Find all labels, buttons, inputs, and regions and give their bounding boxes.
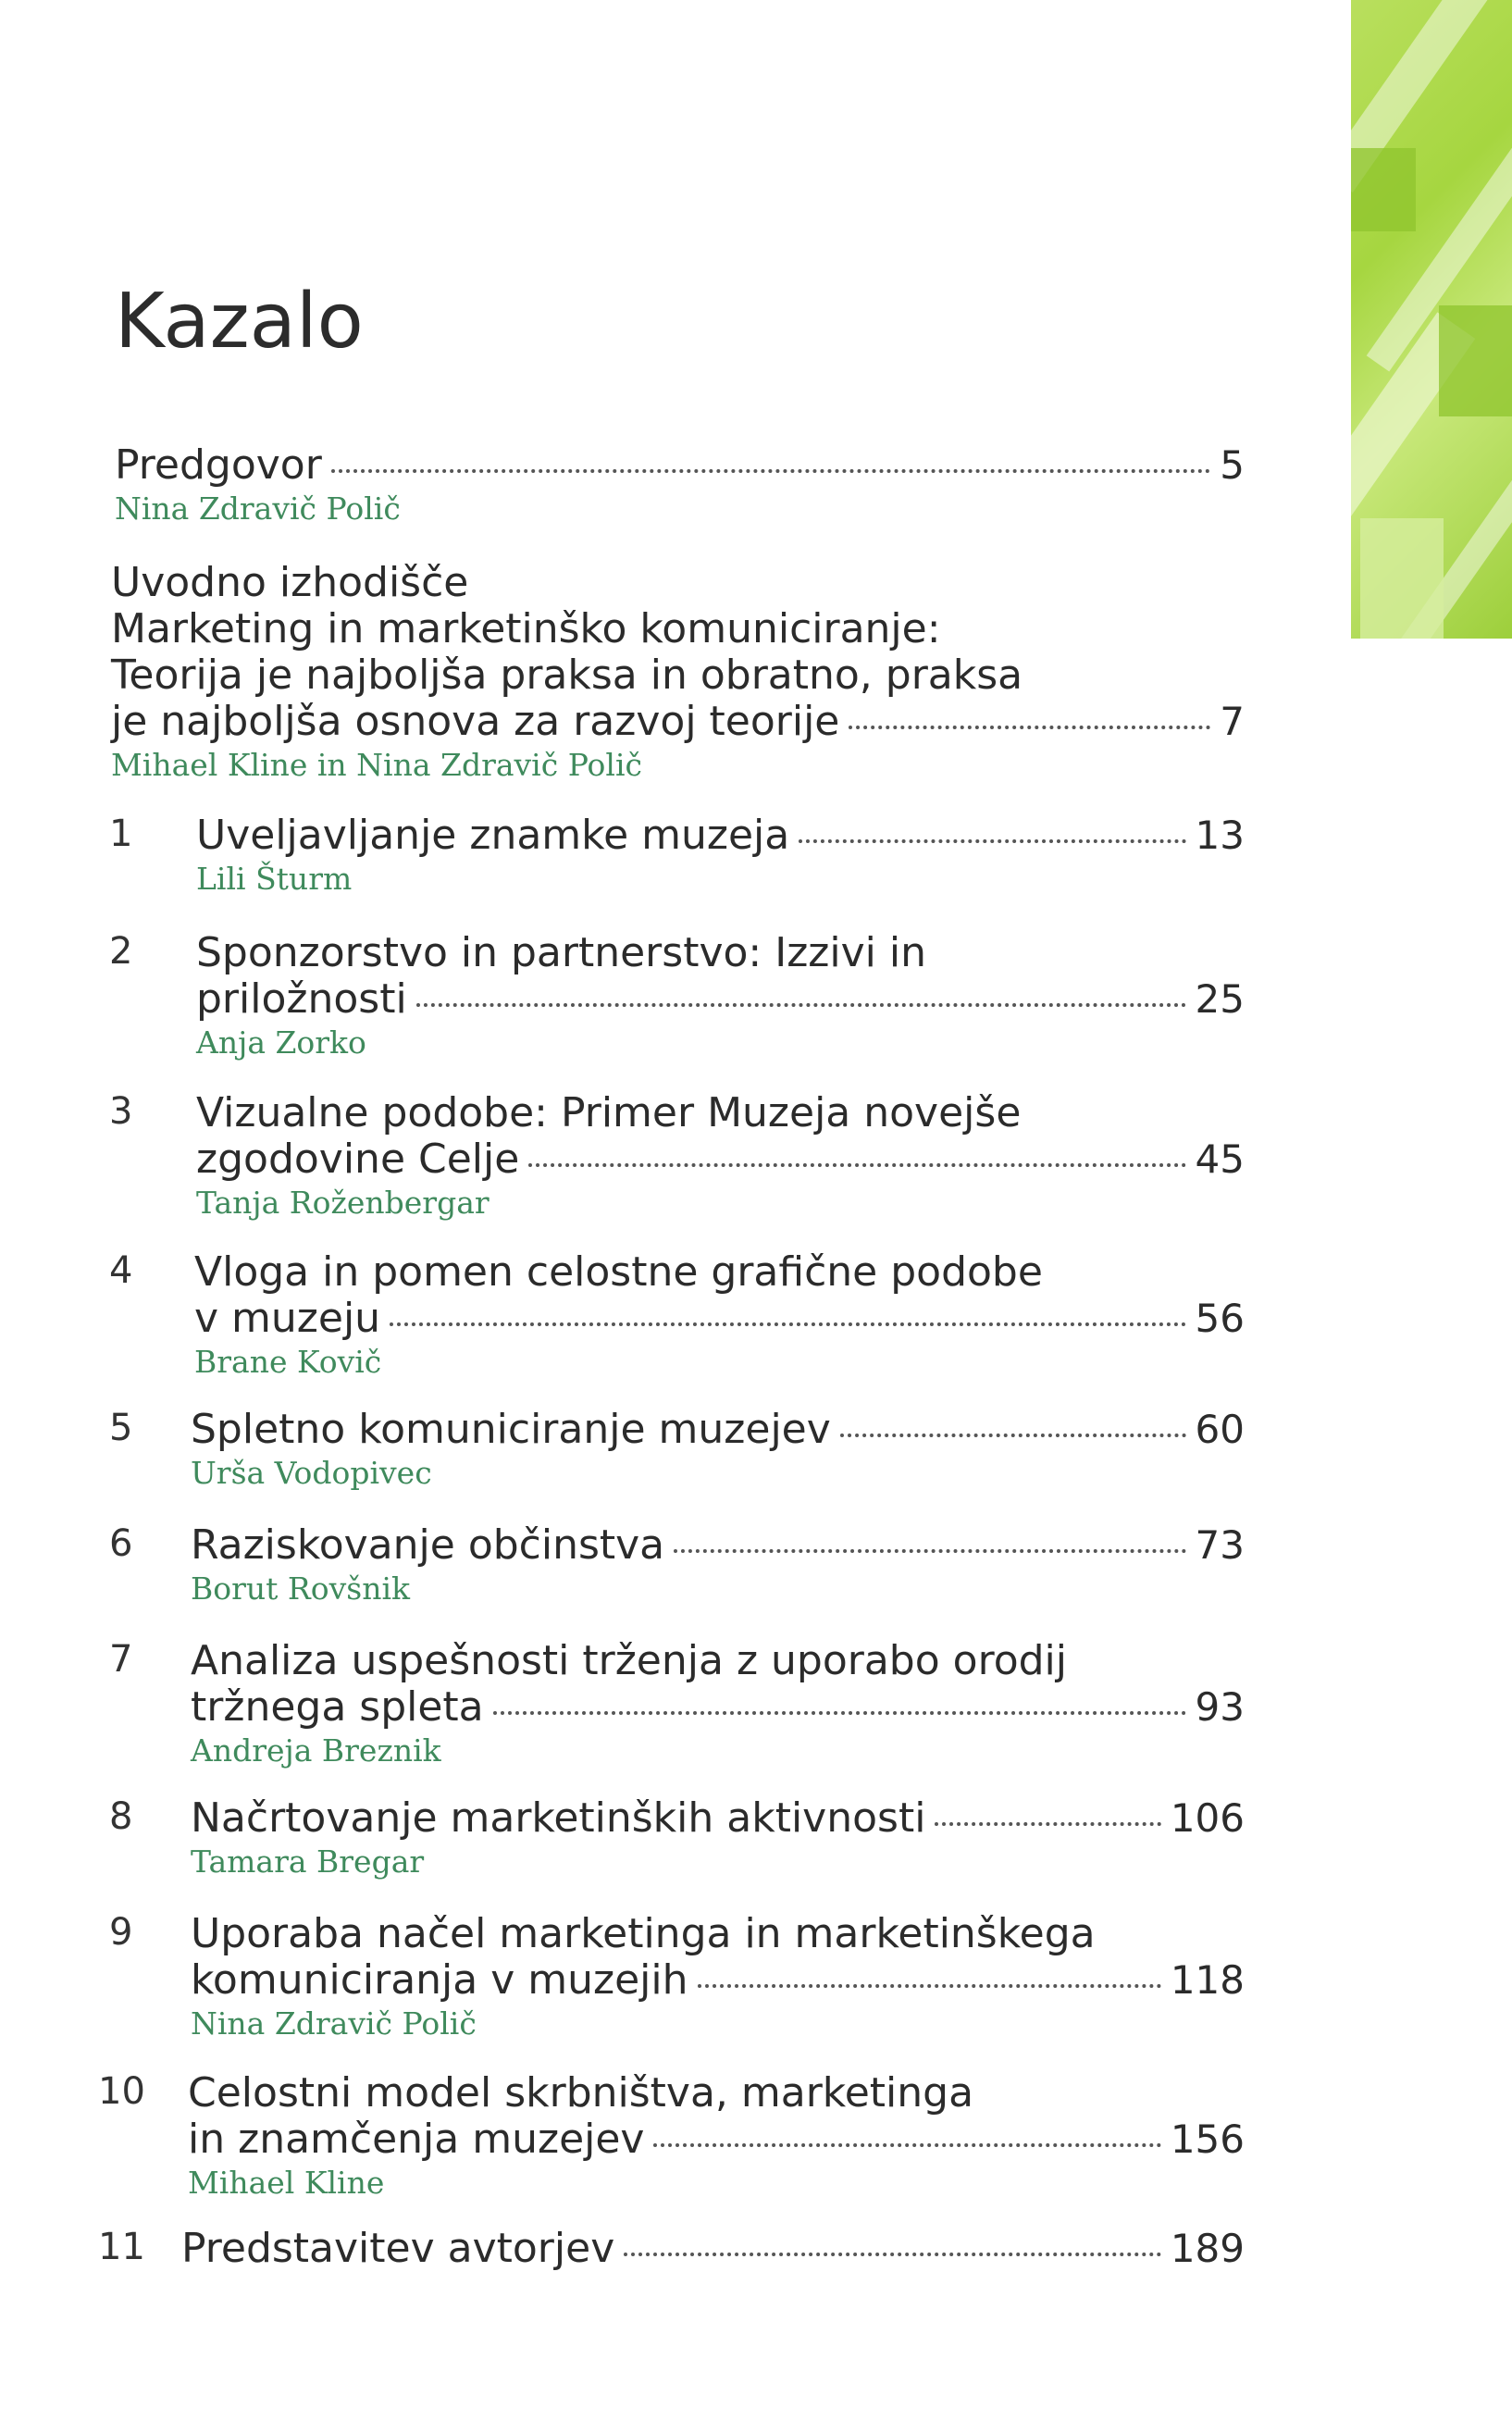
chapter-number: 1 (109, 813, 133, 855)
entry-title-line: Teorija je najboljša praksa in obratno, praksa (111, 652, 1023, 699)
entry-author: Tamara Bregar (191, 1843, 425, 1880)
chapter-number: 10 (98, 2070, 145, 2113)
page-number: 45 (1195, 1136, 1245, 1182)
entry-title-line: v muzeju (194, 1295, 381, 1342)
toc-entry (115, 442, 1245, 529)
chapter-number: 4 (109, 1249, 133, 1292)
dot-leader (416, 1001, 1186, 1007)
entry-title-line: Vizualne podobe: Primer Muzeja novejše (196, 1089, 1022, 1136)
toc-entry (109, 1406, 1245, 1494)
entry-title-line: priložnosti (196, 975, 407, 1023)
chapter-number: 3 (109, 1090, 133, 1133)
chapter-number: 8 (109, 1795, 133, 1838)
toc-entry (109, 1910, 1245, 2044)
chapter-number: 2 (109, 930, 133, 973)
entry-title-line: Sponzorstvo in partnerstvo: Izzivi in (196, 929, 926, 976)
page-number: 93 (1195, 1684, 1245, 1730)
page-number: 106 (1170, 1795, 1245, 1841)
dot-leader (493, 1709, 1186, 1715)
toc-entry (98, 2069, 1245, 2203)
dot-leader (674, 1547, 1185, 1553)
chapter-number: 6 (109, 1522, 133, 1565)
dot-leader (935, 1820, 1160, 1826)
entry-title-line: Marketing in marketinško komuniciranje: (111, 605, 941, 652)
entry-title-line: in znamčenja muzejev (188, 2116, 645, 2163)
entry-title-line: Uvodno izhodišče (111, 559, 469, 606)
entry-author: Tanja Roženbergar (196, 1185, 490, 1221)
chapter-number: 9 (109, 1911, 133, 1954)
page-number: 118 (1170, 1957, 1245, 2003)
dot-leader (390, 1321, 1185, 1326)
toc-entry (98, 2225, 1245, 2272)
entry-author: Mihael Kline (188, 2165, 385, 2201)
entry-title-line: Uporaba načel marketinga in marketinškega (191, 1910, 1096, 1957)
toc-entry (109, 929, 1245, 1063)
page-number: 25 (1195, 976, 1245, 1022)
chapter-number: 5 (109, 1407, 133, 1449)
entry-author: Nina Zdravič Polič (191, 2005, 477, 2042)
dot-leader (698, 1982, 1161, 1988)
toc-entry (109, 812, 1245, 900)
toc-entry (109, 1637, 1245, 1771)
page-number: 73 (1195, 1522, 1245, 1568)
entry-author: Anja Zorko (196, 1024, 366, 1061)
entry-title-line: Načrtovanje marketinških aktivnosti (191, 1794, 926, 1842)
toc-entry (109, 1248, 1245, 1383)
entry-author: Andreja Breznik (191, 1732, 441, 1769)
dot-leader (528, 1161, 1185, 1167)
entry-title-line: Predstavitev avtorjev (181, 2225, 615, 2272)
entry-title-line: Raziskovanje občinstva (191, 1521, 665, 1569)
chapter-number: 7 (109, 1638, 133, 1681)
toc-entry (109, 1521, 1245, 1609)
toc-entry (109, 1089, 1245, 1223)
entry-title-line: Celostni model skrbništva, marketinga (188, 2069, 974, 2116)
page-number: 7 (1220, 699, 1245, 744)
entry-title-line: Uveljavljanje znamke muzeja (196, 812, 790, 859)
dot-leader (653, 2141, 1160, 2147)
chapter-number: 11 (98, 2226, 145, 2268)
page-number: 5 (1220, 442, 1245, 488)
entry-title-line: komuniciranja v muzejih (191, 1956, 688, 2004)
dot-leader (840, 1432, 1186, 1437)
toc-entry (109, 1794, 1245, 1882)
entry-title-line: zgodovine Celje (196, 1136, 520, 1183)
entry-title-line: Predgovor (115, 441, 322, 489)
dot-leader (624, 2251, 1161, 2256)
entry-author: Nina Zdravič Polič (115, 490, 401, 527)
entry-author: Brane Kovič (194, 1344, 382, 1380)
page-number: 13 (1195, 813, 1245, 858)
dot-leader (799, 838, 1185, 843)
page-number: 60 (1195, 1407, 1245, 1452)
dot-leader (849, 724, 1210, 729)
toc-entry (111, 560, 1245, 786)
page-number: 189 (1170, 2226, 1245, 2271)
entry-title-line: Vloga in pomen celostne grafične podobe (194, 1248, 1043, 1296)
entry-title-line: tržnega spleta (191, 1683, 484, 1731)
entry-author: Urša Vodopivec (191, 1455, 432, 1491)
dot-leader (331, 467, 1210, 473)
page-number: 156 (1170, 2116, 1245, 2162)
page-number: 56 (1195, 1296, 1245, 1341)
entry-title-line: je najboljša osnova za razvoj teorije (111, 698, 840, 745)
entry-title-line: Spletno komuniciranje muzejev (191, 1406, 831, 1453)
entry-author: Mihael Kline in Nina Zdravič Polič (111, 747, 643, 783)
entry-title-line: Analiza uspešnosti trženja z uporabo orodij (191, 1637, 1067, 1684)
page-title: Kazalo (115, 278, 364, 366)
entry-author: Borut Rovšnik (191, 1570, 410, 1607)
entry-author: Lili Šturm (196, 861, 353, 897)
